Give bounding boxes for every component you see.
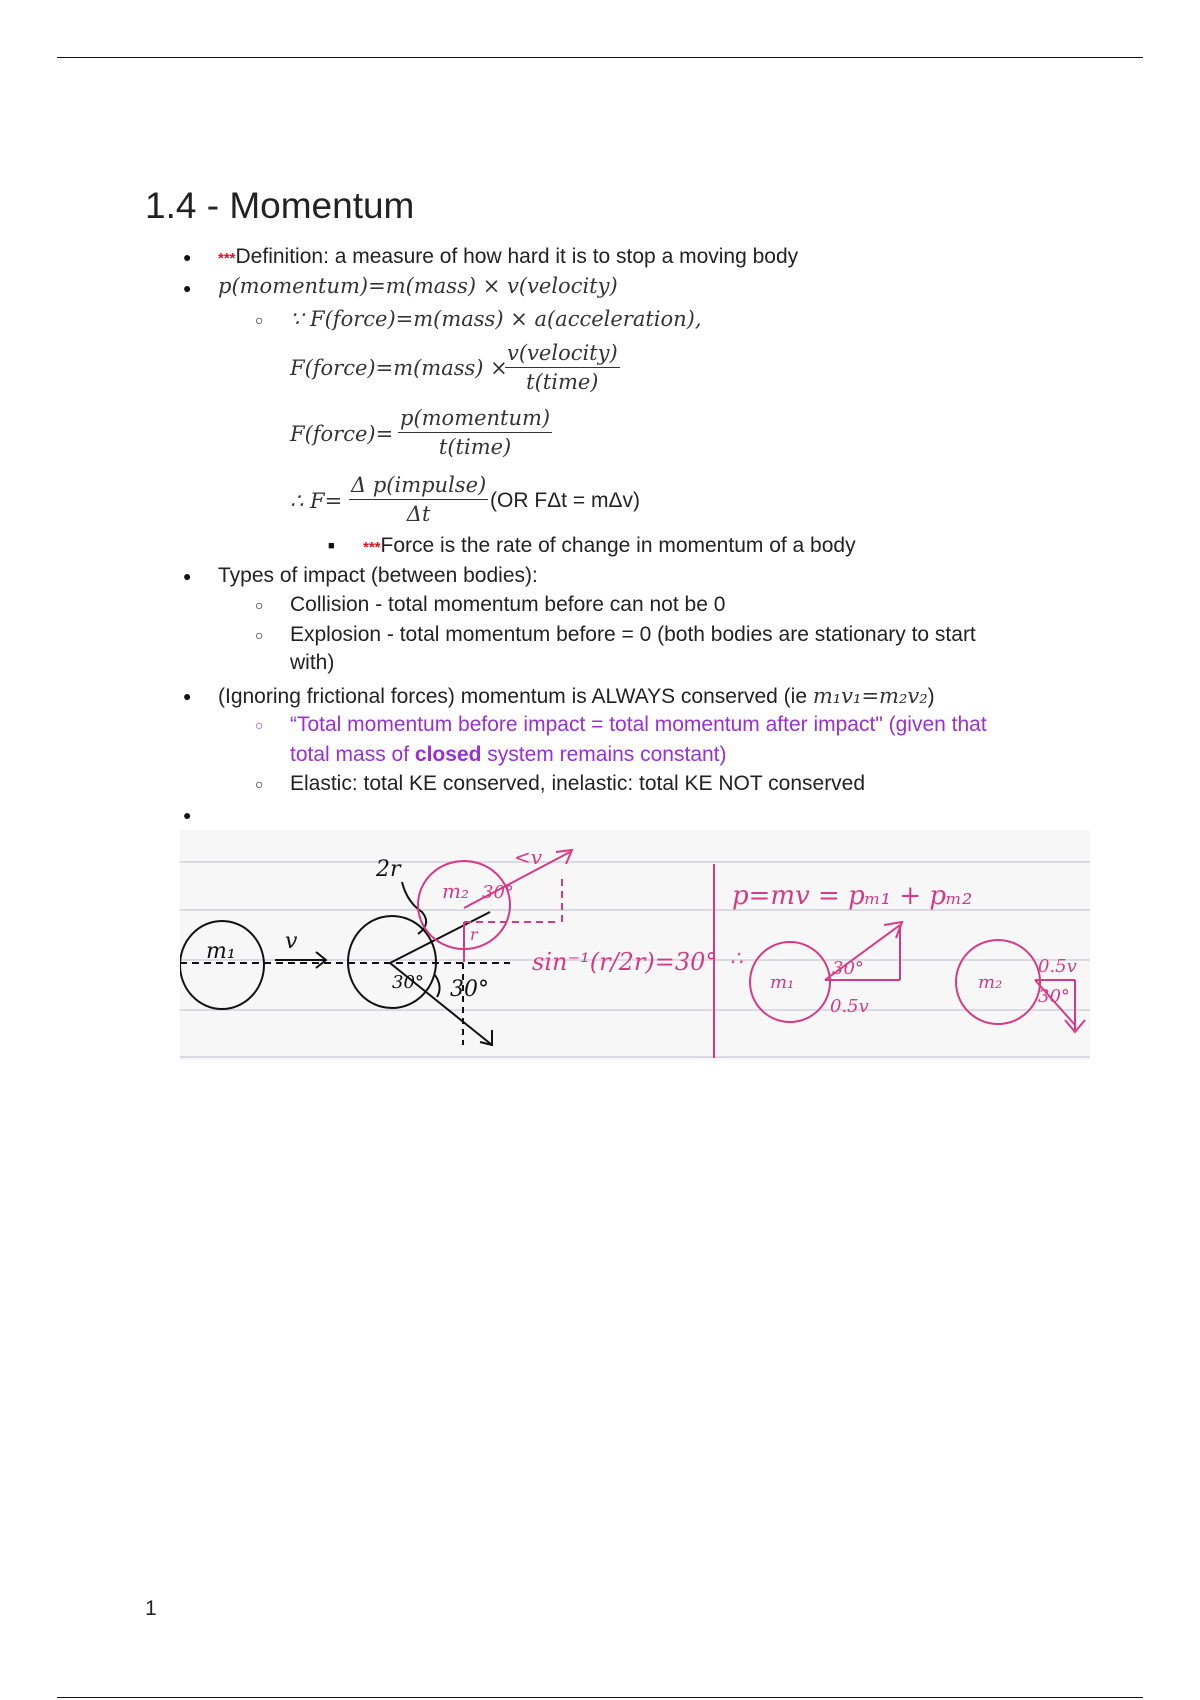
bullet-circle [255, 622, 263, 648]
conservation-close: ) [927, 685, 935, 708]
bullet-square [328, 533, 335, 559]
derivation-line-3-lhs: F(force)= [290, 422, 394, 446]
fraction-velocity-time [505, 339, 620, 396]
mass-1b-label: m₁ [770, 972, 795, 993]
bullet-circle [255, 307, 263, 333]
force-note-text: Force is the rate of change in momentum of a body [380, 534, 856, 557]
fraction-denominator: t(time) [438, 435, 512, 459]
angle-label: 30° [482, 882, 514, 903]
formula-rhs: m(mass) × v(velocity) [385, 274, 618, 298]
force-note [363, 533, 856, 561]
fraction-numerator: Δ p(impulse) [349, 471, 488, 500]
derivation-line-1: ∵ F(force)=m(mass) × a(acceleration), [290, 307, 702, 331]
important-stars: *** [218, 250, 236, 267]
quote-part: total mass of [290, 743, 415, 766]
formula-equals: = [368, 274, 386, 298]
quote-part: system remains constant) [481, 743, 727, 766]
conservation-formula: m₁v₁=m₂v₂ [812, 684, 928, 708]
bullet-disc [183, 683, 191, 709]
important-stars: *** [363, 539, 381, 556]
fraction-denominator: t(time) [526, 370, 599, 394]
mass-1-label: m₁ [206, 939, 236, 964]
velocity-top-label: <v [514, 845, 543, 869]
definition-line [218, 244, 798, 272]
formula-lhs: p(momentum) [218, 274, 369, 298]
half-velocity-label: 0.5v [830, 996, 869, 1017]
mass-2b-label: m₂ [978, 972, 1003, 993]
bullet-disc [183, 563, 191, 589]
paper-background [180, 830, 1090, 1060]
impact-types-heading: Types of impact (between bodies): [218, 564, 538, 587]
explosion-line-1: Explosion - total momentum before = 0 (both bodies are stationary to start [290, 623, 976, 646]
collision-line: Collision - total momentum before can not be 0 [290, 593, 726, 616]
bullet-disc [183, 275, 191, 301]
header-rule [57, 57, 1143, 58]
fraction-momentum-time [398, 404, 552, 461]
page-title: 1.4 - Momentum [145, 185, 415, 226]
conservation-text: (Ignoring frictional forces) momentum is ALWAYS conserved (ie [218, 685, 807, 708]
fraction-numerator: p(momentum) [398, 404, 552, 433]
explosion-line-2: with) [290, 651, 335, 674]
definition-text: Definition: a measure of how hard it is to stop a moving body [235, 245, 799, 268]
derivation-line-4-lhs: ∴ F= [290, 489, 343, 513]
fraction-denominator: Δt [406, 502, 431, 526]
mass-2-label: m₂ [442, 879, 469, 903]
angle-label: 30° [450, 977, 489, 1002]
angle-label: 30° [1038, 986, 1070, 1007]
elastic-line: Elastic: total KE conserved, inelastic: total KE NOT conserved [290, 772, 866, 795]
angle-label: 30° [392, 972, 424, 993]
conservation-quote-2 [290, 742, 727, 768]
page-number: 1 [145, 1597, 157, 1620]
quote-bold-closed: closed [414, 743, 482, 766]
bullet-circle [255, 712, 263, 738]
fraction-impulse [349, 471, 488, 528]
sine-formula: sin⁻¹(r/2r)=30° [532, 948, 718, 976]
bullet-disc [183, 244, 191, 270]
momentum-formula [218, 273, 618, 300]
bullet-disc [183, 802, 191, 828]
conservation-quote-1: “Total momentum before impact = total momentum after impact" (given that [290, 713, 987, 736]
handwritten-momentum-sketch [180, 830, 1090, 1060]
impulse-alternative: (OR FΔt = mΔv) [490, 489, 640, 512]
velocity-label: v [285, 929, 298, 954]
therefore-symbol: ∴ [730, 946, 743, 970]
momentum-equation: p=mv = pₘ₁ + pₘ₂ [732, 881, 973, 911]
conservation-line [218, 683, 935, 710]
angle-label: 30° [832, 958, 864, 979]
bullet-circle [255, 771, 263, 797]
derivation-line-2-lhs: F(force)=m(mass) × [290, 356, 508, 380]
footer-rule [57, 1697, 1143, 1698]
radius-r-label: r [470, 925, 478, 944]
radius-label: 2r [376, 857, 401, 882]
half-velocity-label: 0.5v [1038, 956, 1077, 977]
fraction-numerator: v(velocity) [505, 339, 620, 368]
bullet-circle [255, 592, 263, 618]
